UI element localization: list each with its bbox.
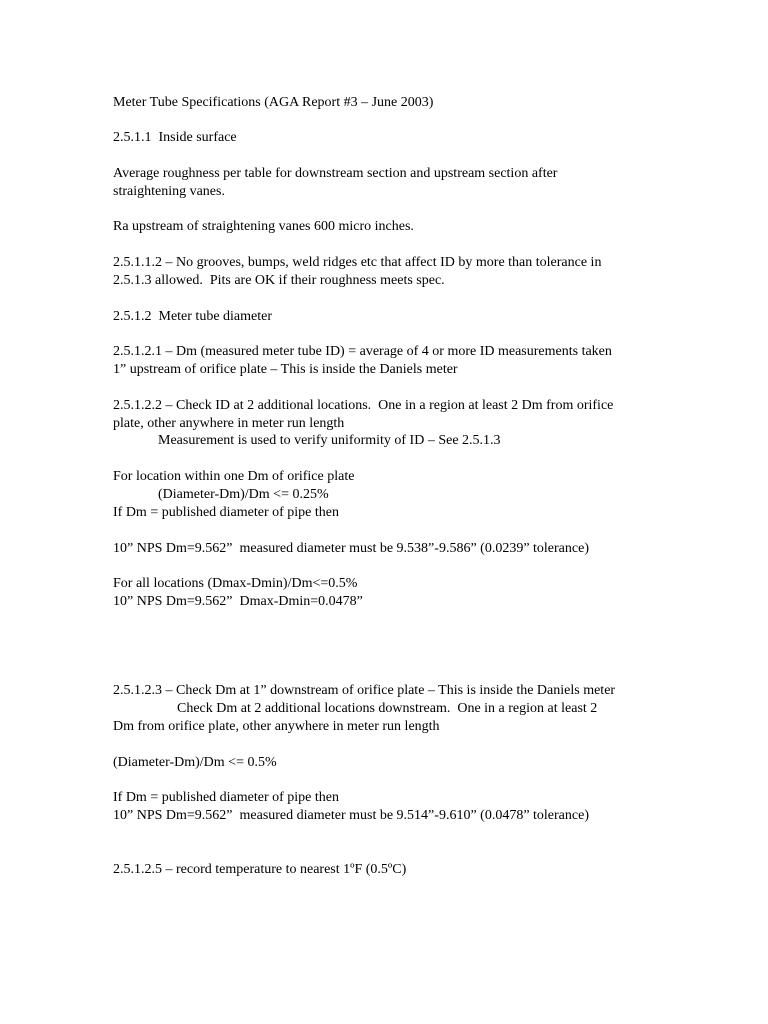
paragraph-if-dm-published-1: If Dm = published diameter of pipe then [113, 505, 340, 520]
formula-ratio-025: (Diameter-Dm)/Dm <= 0.25% [158, 487, 329, 502]
paragraph-temperature: 2.5.1.2.5 – record temperature to nearest 1ºF (0.5ºC) [113, 862, 407, 877]
paragraph-grooves-line-1: 2.5.1.1.2 – No grooves, bumps, weld ridges etc that affect ID by more than tolerance in [113, 255, 602, 270]
paragraph-downstream-line-2: Check Dm at 2 additional locations downstream. One in a region at least 2 [177, 701, 598, 716]
paragraph-dm-line-2: 1” upstream of orifice plate – This is inside the Daniels meter [113, 362, 458, 377]
paragraph-check-id-line-1: 2.5.1.2.2 – Check ID at 2 additional locations. One in a region at least 2 Dm from orifice [113, 398, 614, 413]
paragraph-within-one-dm: For location within one Dm of orifice plate [113, 469, 355, 484]
paragraph-roughness-line-1: Average roughness per table for downstream section and upstream section after [113, 166, 558, 181]
paragraph-if-dm-published-2: If Dm = published diameter of pipe then [113, 790, 340, 805]
paragraph-grooves-line-2: 2.5.1.3 allowed. Pits are OK if their roughness meets spec. [113, 273, 445, 288]
paragraph-ra-upstream: Ra upstream of straightening vanes 600 micro inches. [113, 219, 414, 234]
section-heading-inside-surface: 2.5.1.1 Inside surface [113, 130, 237, 145]
paragraph-roughness-line-2: straightening vanes. [113, 184, 225, 199]
paragraph-all-locations: For all locations (Dmax-Dmin)/Dm<=0.5% [113, 576, 358, 591]
paragraph-dm-line-1: 2.5.1.2.1 – Dm (measured meter tube ID) = average of 4 or more ID measurements taken [113, 344, 612, 359]
paragraph-nps-upstream-tolerance: 10” NPS Dm=9.562” measured diameter must be 9.538”-9.586” (0.0239” tolerance) [113, 541, 589, 556]
section-heading-meter-tube-diameter: 2.5.1.2 Meter tube diameter [113, 309, 273, 324]
paragraph-downstream-line-3: Dm from orifice plate, other anywhere in meter run length [113, 719, 440, 734]
paragraph-check-id-line-3: Measurement is used to verify uniformity of ID – See 2.5.1.3 [158, 433, 501, 448]
paragraph-nps-dmax-dmin: 10” NPS Dm=9.562” Dmax-Dmin=0.0478” [113, 594, 363, 609]
formula-ratio-05: (Diameter-Dm)/Dm <= 0.5% [113, 755, 277, 770]
paragraph-downstream-line-1: 2.5.1.2.3 – Check Dm at 1” downstream of orifice plate – This is inside the Daniels meter [113, 683, 616, 698]
document-title: Meter Tube Specifications (AGA Report #3 – June 2003) [113, 95, 434, 110]
paragraph-check-id-line-2: plate, other anywhere in meter run length [113, 416, 345, 431]
paragraph-nps-downstream-tolerance: 10” NPS Dm=9.562” measured diameter must be 9.514”-9.610” (0.0478” tolerance) [113, 808, 589, 823]
